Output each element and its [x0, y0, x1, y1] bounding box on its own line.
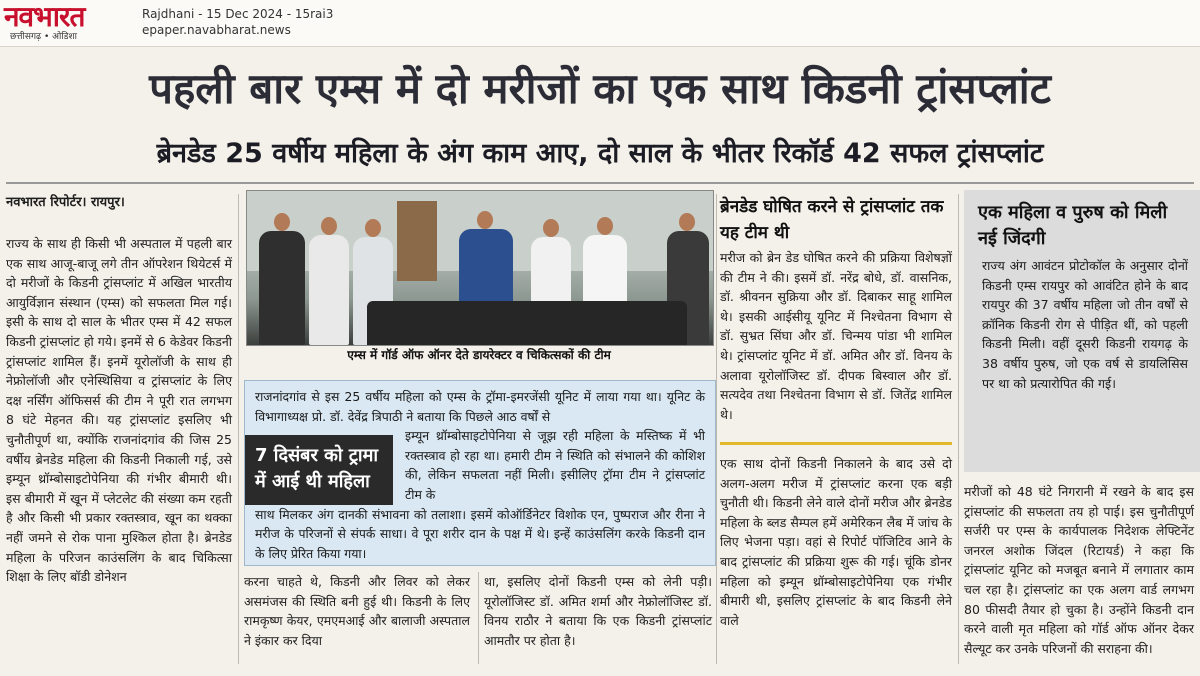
- photo-head: [365, 219, 381, 237]
- box-text-top: राजनांदगांव से इस 25 वर्षीय महिला को एम्स के ट्रॉमा-इमरजेंसी यूनिट में लाया गया था। यूनिट के विभागाध्यक्ष प्रो. डॉ. देवेंद्र त्रिपाठी ने बताया कि पिछले आठ वर्षों से: [255, 389, 705, 424]
- photo-head: [597, 217, 613, 235]
- team-body: मरीज को ब्रेन डेड घोषित करने की प्रक्रिया विशेषज्ञों की टीम ने की। इसमें डॉ. नरेंद्र बोधे, डॉ. वासनिक, डॉ. श्रीवनन सुक्रिया और डॉ. दिबाकर साहू शामिल थे। इसकी आईसीयू यूनिट में निश्चेतना विभाग से डॉ. सुभ्रत सिंघा और डॉ. चिन्मय पांडा भी शामिल थे। ट्रांसप्लांट यूनिट में डॉ. अमित और डॉ. विनय के अलावा यूरोलॉजिस्ट डॉ. दीपक बिस्वाल और डॉ. सत्यदेव तथा निश्चेतना विभाग से डॉ. जितेंद्र शामिल थे।: [720, 250, 952, 422]
- photo-person: [459, 229, 513, 309]
- sidebar-box: [964, 190, 1200, 472]
- column-3-bottom: था, इसलिए दोनों किडनी एम्स को लेनी पड़ी। यूरोलॉजिस्ट डॉ. अमित शर्मा और नेफ्रोलॉजिस्ट डॉ. विनय राठौर ने बताया कि एक किडनी ट्रांसप्लांट आमतौर पर होता है।: [484, 574, 712, 648]
- byline: नवभारत रिपोर्टर। रायपुर।: [6, 195, 125, 210]
- photo-head: [543, 219, 559, 237]
- top-rule: [6, 182, 1194, 184]
- highlight-box: [244, 380, 716, 566]
- photo-person: [531, 237, 571, 307]
- sidebar-body: राज्य अंग आवंटन प्रोटोकॉल के अनुसार दोनों किडनी एम्स रायपुर को आवंटित होने के बाद रायपुर की 37 वर्षीय महिला जो तीन वर्षों से क्रॉनिक किडनी रोग से पीड़ित थीं, को पहली किडनी मिली। वहीं दूसरी किडनी रायगढ़ के 38 वर्षीय पुरुष, जो एक वर्ष से डायलिसिस पर था को प्रत्यारोपित की गई।: [982, 258, 1188, 391]
- column-1-body: राज्य के साथ ही किसी भी अस्पताल में पहली बार एक साथ आजू-बाजू लगे तीन ऑपरेशन थियेटर्स में दो मरीजों के किडनी ट्रांसप्लांट में अखिल भारतीय आयुर्विज्ञान संस्थान (एम्स) को सफलता मिल गई। इसी के साथ दो साल के भीतर एम्स में 42 सफल किडनी ट्रांसप्लांट हो गये। इनमें से 6 केडेवर किडनी ट्रांसप्लांट शामिल हैं। इनमें यूरोलॉजी के साथ ही नेफ्रोलॉजी और एनेस्थिसिया व ट्रांसप्लांट के लिए दक्ष नर्सिंग ऑफिसर्स की टीम ने पूरी रात लगभग 8 घंटे मेहनत की। यह ट्रांसप्लांट इसलिए भी चुनौतीपूर्ण था, क्योंकि राजनांदगांव की जिस 25 वर्षीय ब्रेनडेड महिला की किडनी निकाली गई, उसे इम्यून थ्रॉम्बोसाइटोपेनिया की गंभीर बीमारी थी। इस बीमारी में खून में प्लेटलेट की संख्या कम रहती है और किसी भी प्रकार रक्तस्त्राव, खून का थक्का नहीं जमने से रोक पाना मुश्किल होता है। ब्रेनडेड महिला के परिजन काउंसलिंग के बाद चिकित्सा शिक्षा के लिए बॉडी डोनेशन: [6, 236, 232, 585]
- photo-head: [274, 213, 290, 231]
- inset-line-2: में आई थी महिला: [255, 471, 370, 492]
- sidebar-heading: एक महिला व पुरुष को मिली नई जिंदगी: [978, 202, 1168, 249]
- divider: [478, 572, 479, 664]
- edition-info: [142, 6, 333, 38]
- column-1: [6, 194, 232, 587]
- photo-head: [679, 213, 695, 231]
- photo-caption: एम्स में गॉर्ड ऑफ ऑनर देते डायरेक्टर व चिकित्सकों की टीम: [347, 348, 611, 362]
- logo-text: नवभारत: [4, 0, 85, 33]
- team-heading: ब्रेनडेड घोषित करने से ट्रांसप्लांट तक यह टीम थी: [720, 197, 944, 243]
- news-photo: [246, 190, 714, 346]
- divider: [958, 194, 959, 664]
- box-text-side: इम्यून थ्रॉम्बोसाइटोपेनिया से जूझ रही महिला के मस्तिष्क में भी रक्तस्त्राव हो रहा था। हमारी टीम ने स्थिति को संभालने की कोशिश की, लेकिन सफलता नहीं मिली। इसीलिए ट्रॉमा टीम ने ट्रांसप्लांट टीम के: [405, 428, 705, 502]
- box-text-bottom: साथ मिलकर अंग दानकी संभावना को तलाशा। इसमें कोऑर्डिनेटर विशोक एन, पुष्पराज और रीना ने मरीज के परिजनों से संपर्क साधा। वे पूरा शरीर दान के पक्ष में थे। इन्हें काउंसलिंग करके किडनी दान के लिए प्रेरित किया गया।: [255, 506, 705, 561]
- photo-person: [309, 235, 349, 345]
- box-inset-heading: [245, 435, 393, 505]
- masthead: [0, 0, 1200, 47]
- inset-line-1: 7 दिसंबर को ट्रामा: [255, 445, 378, 466]
- headline: पहली बार एम्स में दो मरीजों का एक साथ किडनी ट्रांसप्लांट: [149, 64, 1051, 113]
- photo-head: [477, 211, 493, 229]
- team-body-2: एक साथ दोनों किडनी निकालने के बाद उसे दो अलग-अलग मरीज में ट्रांसप्लांट करना एक बड़ी चुनौती थी। किडनी लेने वाले दोनों मरीज और ब्रेनडेड महिला के ब्लड सैम्पल हमें अमेरिकन लैब में जांच के लिए भेजना पड़ा। वहां से रिपोर्ट पॉजिटिव आने के बाद ट्रांसप्लांट की प्रक्रिया शुरू की गई। चूंकि डोनर महिला को इम्यून थ्रॉम्बोसाइटोपेनिया एक गंभीर बीमारी थी, इसलिए ट्रांसप्लांट के बाद किडनी लेने वाले: [720, 456, 952, 628]
- column-2-bottom: करना चाहते थे, किडनी और लिवर को लेकर असमंजस की स्थिति बनी हुई थी। किडनी के लिए रामकृष्ण केयर, एमएमआई और बालाजी अस्पताल ने इंकार कर दिया: [244, 574, 470, 648]
- site-url: epaper.navabharat.news: [142, 23, 291, 37]
- photo-door: [397, 201, 437, 281]
- yellow-rule: [720, 442, 952, 445]
- right-column-body: मरीजों को 48 घंटे निगरानी में रखने के बाद इस ट्रांसप्लांट की सफलता तय हो पाई। इस चुनौतीपूर्ण सर्जरी पर एम्स के कार्यपालक निदेशक लेफ्टिनेंट जनरल अशोक जिंदल (रिटायर्ड) ने कहा कि ट्रांसप्लांट यूनिट को मजबूत बनाने में लगातार काम चल रहा है। ट्रांसप्लांट का एक अलग वार्ड लगभग 80 फीसदी तैयार हो चुका है। उन्होंने किडनी दान करने वाली मृत महिला को गॉर्ड ऑफ ऑनर देकर सैल्यूट कर उनके परिजनों की सराहना की।: [964, 484, 1194, 656]
- newspaper-page: [6, 50, 1194, 672]
- photo-body-draped: [367, 301, 687, 345]
- subheadline: ब्रेनडेड 25 वर्षीय महिला के अंग काम आए, दो साल के भीतर रिकॉर्ड 42 सफल ट्रांसप्लांट: [156, 138, 1044, 169]
- photo-person: [583, 235, 627, 307]
- photo-person: [259, 231, 305, 345]
- divider: [238, 194, 239, 664]
- divider: [716, 194, 717, 664]
- logo-subtitle: छत्तीसगढ़ • ओडिशा: [10, 32, 77, 42]
- edition-line: Rajdhani - 15 Dec 2024 - 15rai3: [142, 7, 334, 21]
- newspaper-logo: [4, 2, 132, 42]
- photo-head: [321, 217, 337, 235]
